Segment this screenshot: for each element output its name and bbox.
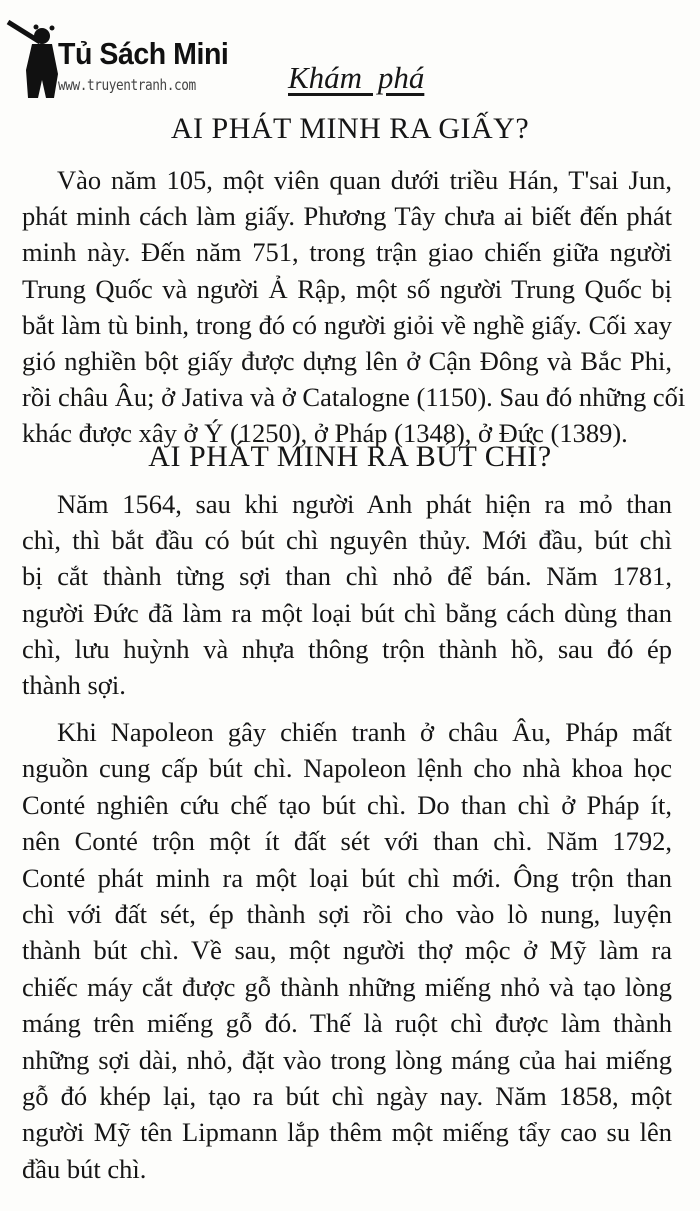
- paragraph-line: chì, thì bắt đầu có bút chì nguyên thủy. Mới đầu, bút chì: [22, 525, 672, 556]
- paragraph-line: người Đức đã làm ra một loại bút chì bằng cách dùng than: [22, 597, 672, 628]
- warrior-figure-icon: [6, 14, 66, 104]
- paragraph-line: phát minh cách làm giấy. Phương Tây chưa ai biết đến phát: [22, 201, 672, 232]
- paragraph-line: Vào năm 105, một viên quan dưới triều Hán, T'sai Jun,: [57, 165, 672, 195]
- paragraph-line: bắt làm tù binh, trong đó có người giỏi về nghề giấy. Cối xay: [22, 309, 672, 340]
- paragraph-line: chì, lưu huỳnh và nhựa thông trộn thành hồ, sau đó ép: [22, 633, 672, 664]
- paragraph-line: người Mỹ tên Lipmann lắp thêm một miếng tẩy cao su lên: [22, 1117, 672, 1148]
- paragraph-line: Khi Napoleon gây chiến tranh ở châu Âu, Pháp mất: [57, 717, 672, 747]
- paragraph-line: Conté phát minh ra một loại bút chì mới. Ông trộn than: [22, 862, 672, 893]
- article-heading: AI PHÁT MINH RA BÚT CHÌ?: [148, 440, 552, 473]
- paragraph-line: minh này. Đến năm 751, trong trận giao chiến giữa người: [22, 237, 672, 268]
- paragraph-line: thành bút chì. Về sau, một người thợ mộc ở Mỹ làm ra: [22, 935, 672, 966]
- article-heading: AI PHÁT MINH RA GIẤY?: [170, 112, 530, 145]
- paragraph-line: bị cắt thành từng sợi than chì nhỏ để bán. Năm 1781,: [22, 561, 672, 592]
- paragraph-line: Conté nghiên cứu chế tạo bút chì. Do than chì ở Pháp ít,: [22, 789, 672, 820]
- paragraph-line: những sợi dài, nhỏ, đặt vào trong lòng máng của hai miếng: [22, 1044, 672, 1075]
- paragraph-line: Năm 1564, sau khi người Anh phát hiện ra mỏ than: [57, 489, 672, 519]
- paragraph-line: đầu bút chì.: [22, 1153, 147, 1184]
- paragraph-line: nguồn cung cấp bút chì. Napoleon lệnh cho nhà khoa học: [22, 753, 672, 784]
- paragraph-line: khác được xây ở Ý (1250), ở Pháp (1348), ở Đức (1389).: [22, 418, 628, 449]
- logo: [6, 14, 246, 104]
- paragraph-line: thành sợi.: [22, 670, 126, 700]
- paragraph-line: chiếc máy cắt được gỗ thành những miếng nhỏ và tạo lòng: [22, 971, 672, 1002]
- paragraph-line: gió nghiền bột giấy được dựng lên ở Cận Đông và Bắc Phi,: [22, 346, 672, 376]
- paragraph-line: gỗ đó khép lại, tạo ra bút chì ngày nay. Năm 1858, một: [22, 1081, 672, 1111]
- paragraph-line: rồi châu Âu; ở Jativa và ở Catalogne (1150). Sau đó những cối: [22, 382, 686, 413]
- logo-title: Tủ Sách Mini: [58, 36, 229, 71]
- paragraph-line: nên Conté trộn một ít đất sét với than chì. Năm 1792,: [22, 826, 672, 857]
- section-label: Khám phá: [288, 60, 425, 95]
- paragraph-line: chì với đất sét, ép thành sợi rồi cho vào lò nung, luyện: [22, 899, 672, 929]
- paragraph-line: Trung Quốc và người Ả Rập, một số người Trung Quốc bị: [22, 273, 672, 304]
- logo-url: www.truyentranh.com: [58, 76, 196, 94]
- paragraph-line: máng trên miếng gỗ đó. Thế là ruột chì được làm thành: [22, 1008, 672, 1039]
